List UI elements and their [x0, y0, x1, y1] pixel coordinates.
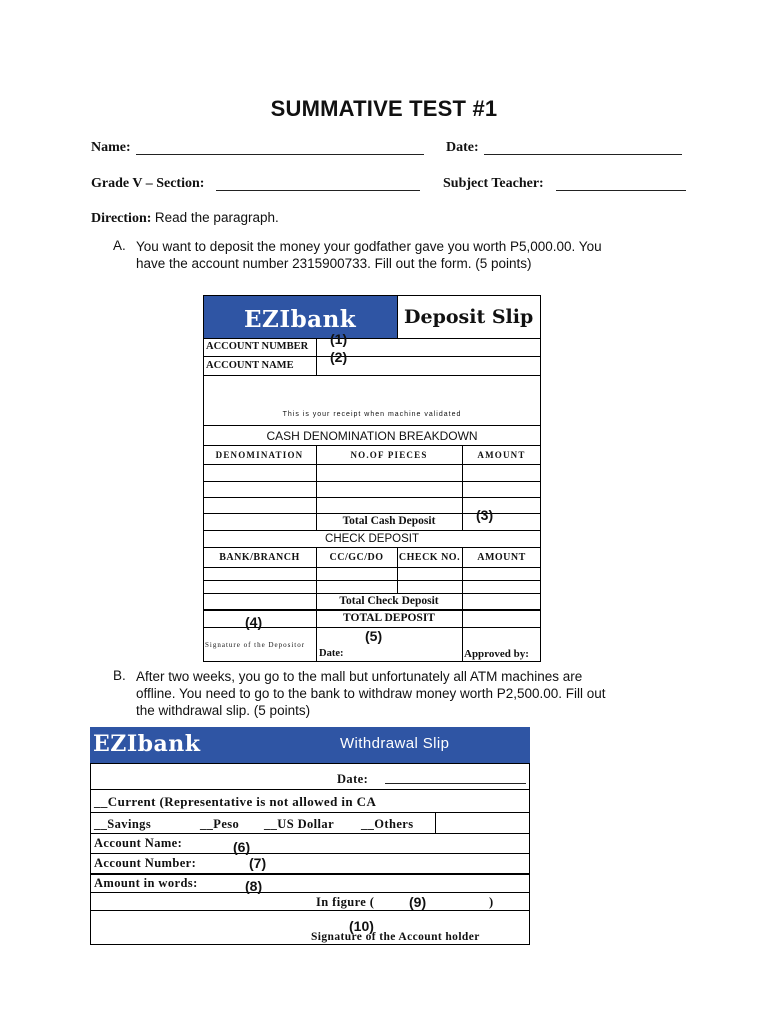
date-field[interactable]	[484, 154, 682, 155]
withdrawal-brand-logo: EZIbank	[93, 731, 201, 757]
blank-8: (8)	[245, 878, 263, 894]
deposit-account-number-label: ACCOUNT NUMBER	[206, 341, 309, 352]
account-holder-signature-label: Signature of the Account holder	[311, 931, 480, 943]
blank-2: (2)	[330, 349, 348, 365]
name-label: Name:	[91, 140, 131, 155]
direction	[91, 210, 279, 227]
col-pieces: NO.OF PIECES	[350, 450, 428, 460]
section-field[interactable]	[216, 190, 420, 191]
account-number-label: Account Number:	[94, 856, 197, 870]
col-amount-check: AMOUNT	[477, 552, 526, 563]
deposit-brand-logo: EZIbank	[244, 306, 357, 333]
blank-3: (3)	[476, 507, 494, 523]
account-name-label: Account Name:	[94, 836, 183, 850]
deposit-slip-title: Deposit Slip	[404, 306, 534, 328]
others-option[interactable]: __Others	[361, 817, 414, 831]
withdrawal-date-label: Date:	[337, 772, 369, 786]
direction-text: Read the paragraph.	[154, 210, 279, 225]
depositor-signature-label: Signature of the Depositor	[205, 641, 306, 649]
blank-7: (7)	[249, 855, 267, 871]
item-b-line3: the withdrawal slip. (5 points)	[136, 703, 311, 718]
in-figure-label: In figure (	[316, 895, 375, 909]
total-cash-deposit-label: Total Cash Deposit	[342, 515, 436, 527]
subject-teacher-field[interactable]	[556, 190, 686, 191]
col-amount: AMOUNT	[477, 450, 526, 460]
blank-10: (10)	[349, 918, 374, 934]
in-figure-close: )	[489, 895, 494, 909]
withdrawal-slip-border	[90, 763, 530, 945]
item-a-line2: have the account number 2315900733. Fill out the form. (5 points)	[136, 256, 532, 271]
direction-label: Direction:	[91, 211, 152, 226]
us-dollar-option[interactable]: __US Dollar	[264, 817, 335, 831]
blank-4: (4)	[245, 614, 263, 630]
peso-option[interactable]: __Peso	[200, 817, 240, 831]
subject-teacher-label: Subject Teacher:	[443, 176, 544, 191]
blank-1: (1)	[330, 331, 348, 347]
total-deposit-label: TOTAL DEPOSIT	[343, 612, 435, 624]
blank-6: (6)	[233, 839, 251, 855]
blank-9: (9)	[409, 894, 427, 910]
col-bank-branch: BANK/BRANCH	[219, 552, 300, 563]
amount-in-words-label: Amount in words:	[94, 876, 198, 890]
deposit-account-name-label: ACCOUNT NAME	[206, 360, 294, 371]
withdrawal-slip-title: Withdrawal Slip	[340, 735, 450, 752]
item-b-line1: After two weeks, you go to the mall but unfortunately all ATM machines are	[136, 669, 583, 684]
approved-by-label: Approved by:	[464, 648, 529, 660]
col-check-no: CHECK NO.	[398, 552, 461, 563]
cash-denomination-header: CASH DENOMINATION BREAKDOWN	[266, 429, 478, 443]
check-deposit-header: CHECK DEPOSIT	[325, 533, 419, 545]
blank-5: (5)	[365, 628, 383, 644]
date-label: Date:	[446, 140, 479, 155]
item-a-marker: A.	[113, 238, 126, 253]
col-cc-gc-do: CC/GC/DO	[329, 552, 384, 563]
grade-section-label: Grade V – Section:	[91, 176, 205, 191]
page-title: SUMMATIVE TEST #1	[270, 96, 498, 121]
withdrawal-date-field[interactable]	[385, 783, 526, 784]
name-field[interactable]	[136, 154, 424, 155]
item-b-line2: offline. You need to go to the bank to withdraw money worth P2,500.00. Fill out	[136, 686, 606, 701]
receipt-note: This is your receipt when machine validated	[282, 411, 462, 418]
item-a-line1: You want to deposit the money your godfather gave you worth P5,000.00. You	[136, 239, 602, 254]
item-b-marker: B.	[113, 668, 126, 683]
col-denomination: DENOMINATION	[215, 450, 304, 460]
current-option[interactable]: __Current (Representative is not allowed in CA	[94, 794, 377, 809]
total-check-deposit-label: Total Check Deposit	[339, 595, 439, 607]
savings-option[interactable]: __Savings	[94, 817, 152, 831]
deposit-date-label: Date:	[319, 648, 344, 659]
